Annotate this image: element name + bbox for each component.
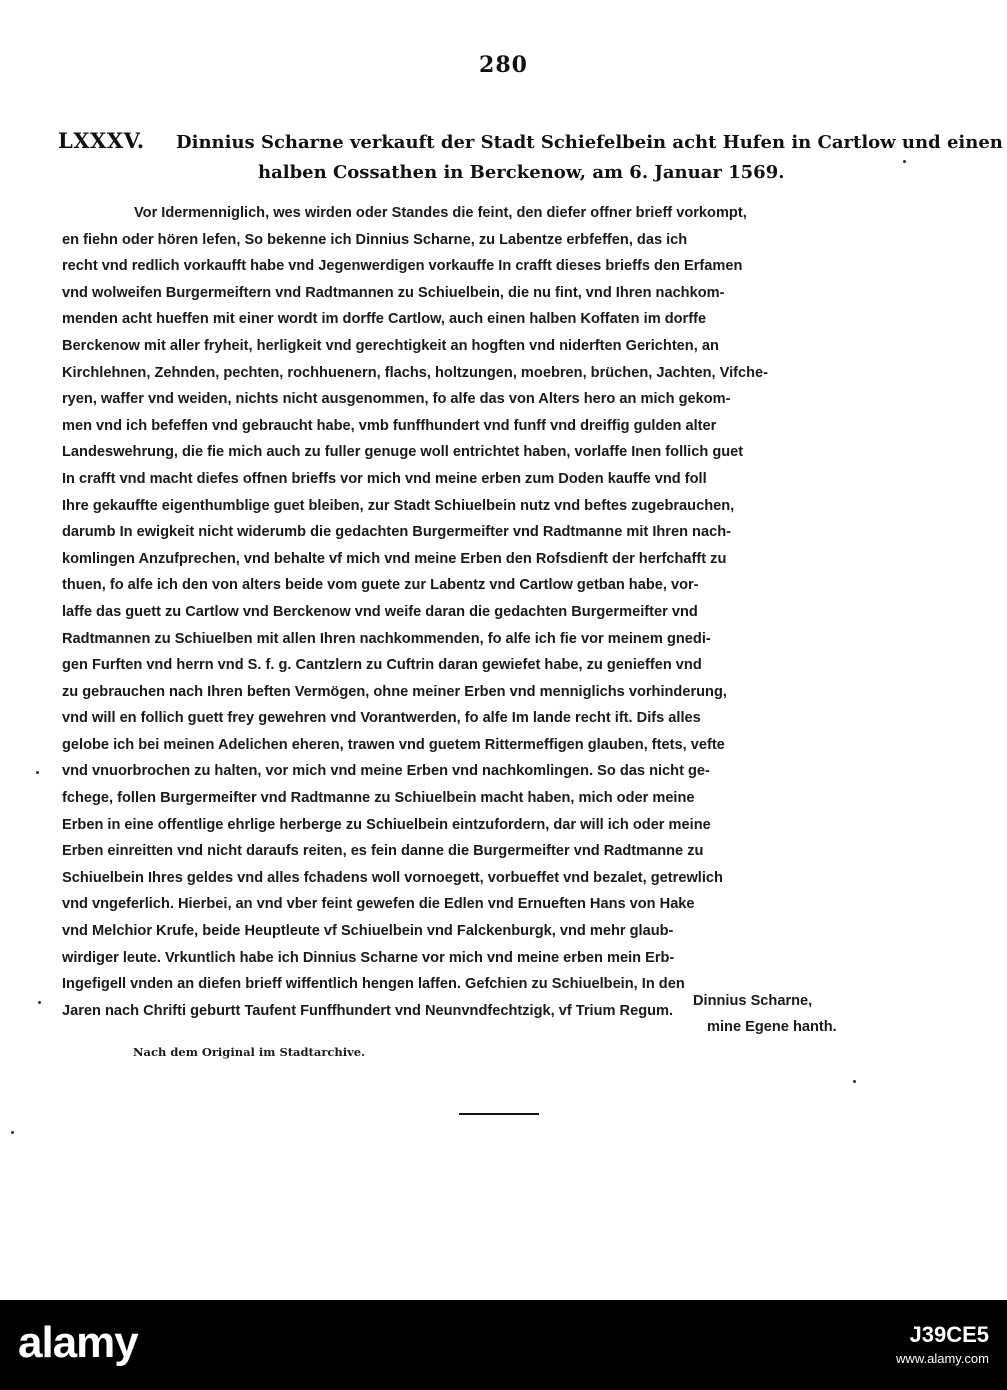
body-line: Radtmannen zu Schiuelben mit allen Ihren nachkommenden, fo alfe ich fie vor meinem gnedi-: [62, 630, 711, 647]
document-number: LXXXV.: [58, 128, 145, 153]
body-line: ryen, waffer vnd weiden, nichts nicht ausgenommen, fo alfe das von Alters hero an mich gekom-: [62, 391, 731, 408]
document-body: [62, 200, 962, 1024]
body-line: thuen, fo alfe ich den von alters beide vom guete zur Labentz vnd Cartlow getban habe, vor-: [62, 577, 699, 594]
body-line: vnd wolweifen Burgermeiftern vnd Radtmannen zu Schiuelbein, die nu fint, vnd Ihren nachkom-: [62, 284, 725, 301]
title-line: halben Cossathen in Berckenow, am 6. Januar 1569.: [258, 162, 785, 183]
signature-note: mine Egene hanth.: [707, 1019, 837, 1035]
body-line: gelobe ich bei meinen Adelichen eheren, trawen vnd guetem Rittermeffigen glauben, ftets, vefte: [62, 736, 725, 753]
stock-image-id: J39CE5: [909, 1322, 989, 1347]
signature-name: Dinnius Scharne,: [693, 993, 813, 1009]
body-line: vnd vnuorbrochen zu halten, vor mich vnd meine Erben vnd nachkomlingen. So das nicht ge-: [62, 763, 710, 780]
body-line: laffe das guett zu Cartlow vnd Berckenow vnd weife daran die gedachten Burgermeifter vnd: [62, 603, 698, 620]
body-line: Vor Idermenniglich, wes wirden oder Standes die feint, den diefer offner brieff vorkompt,: [134, 205, 747, 221]
scan-speck: [853, 1080, 856, 1083]
body-line: Jaren nach Chrifti geburtt Taufent Funffhundert vnd Neunvndfechtzigk, vf Trium Regum.: [62, 1002, 674, 1019]
body-line: vnd will en follich guett frey gewehren vnd Vorantwerden, fo alfe Im lande recht ift. Difs alles: [62, 710, 701, 727]
body-line: In crafft vnd macht diefes offnen brieffs vor mich vnd meine erben zum Doden kauffe vnd foll: [62, 470, 707, 487]
body-line: Berckenow mit aller fryheit, herligkeit vnd gerechtigkeit an hogften vnd niderften Gerichten, an: [62, 337, 719, 354]
body-line: en fiehn oder hören lefen, So bekenne ich Dinnius Scharne, zu Labentze erbfeffen, das ich: [62, 231, 688, 248]
document-header: [58, 128, 1003, 188]
body-line: wirdiger leute. Vrkuntlich habe ich Dinnius Scharne vor mich vnd meine erben mein Erb-: [62, 949, 675, 966]
body-line: komlingen Anzufprechen, vnd behalte vf mich vnd meine Erben den Rofsdienft der herfchafft zu: [62, 550, 727, 567]
end-divider: [459, 1113, 539, 1115]
body-line: menden acht hueffen mit einer wordt im dorffe Cartlow, auch einen halben Koffaten im dorffe: [62, 311, 707, 328]
scan-speck: [11, 1131, 14, 1134]
body-line: vnd Melchior Krufe, beide Heuptleute vf Schiuelbein vnd Falckenburgk, vnd mehr glaub-: [62, 923, 674, 940]
body-line: fchege, follen Burgermeifter vnd Radtmanne zu Schiuelbein macht haben, mich oder meine: [62, 790, 695, 807]
body-line: Schiuelbein Ihres geldes vnd alles fchadens woll vornoegett, vorbueffet vnd bezalet, getrewlich: [62, 869, 723, 886]
scan-speck: [36, 771, 39, 774]
body-line: darumb In ewigkeit nicht widerumb die gedachten Burgermeifter vnd Radtmanne mit Ihren nach-: [62, 524, 731, 541]
body-line: zu gebrauchen nach Ihren beften Vermögen, ohne meiner Erben vnd menniglichs vorhinderung,: [62, 683, 727, 700]
body-line: vnd vngeferlich. Hierbei, an vnd vber feint gewefen die Edlen vnd Ernueften Hans von Hake: [62, 896, 695, 913]
document-title: [176, 128, 1003, 188]
body-line: Erben einreitten vnd nicht daraufs reiten, es fein danne die Burgermeifter vnd Radtmanne zu: [62, 843, 704, 860]
stock-info: [896, 1322, 989, 1370]
scan-speck: [38, 1001, 41, 1004]
body-line: men vnd ich befeffen vnd gebraucht habe, vmb funffhundert vnd funff vnd dreiffig gulden alter: [62, 417, 717, 434]
body-line: gen Furften vnd herrn vnd S. f. g. Cantzlern zu Cuftrin daran gewiefet habe, zu genieffen vnd: [62, 657, 702, 674]
body-line: Ingefigell vnden an diefen brieff wiffentlich hengen laffen. Gefchien zu Schiuelbein, In den: [62, 976, 685, 993]
stock-url: www.alamy.com: [896, 1351, 989, 1366]
stock-footer-bar: [0, 1300, 1007, 1390]
body-line: Ihre gekauffte eigenthumblige guet bleiben, zur Stadt Schiuelbein nutz vnd beftes zugebrauchen,: [62, 497, 735, 514]
body-line: Kirchlehnen, Zehnden, pechten, rochhuenern, flachs, holtzungen, moebren, brüchen, Jachten, Vifche-: [62, 364, 769, 381]
signature-block: [693, 988, 837, 1040]
body-line: Landeswehrung, die fie mich auch zu fuller genuge woll entrichtet haben, vorlaffe Inen follich guet: [62, 444, 744, 461]
title-line: Dinnius Scharne verkauft der Stadt Schiefelbein acht Hufen in Cartlow und einen: [176, 132, 1003, 153]
source-note: Nach dem Original im Stadtarchive.: [133, 1045, 366, 1059]
page-number: 280: [479, 52, 528, 78]
body-line: Erben in eine offentlige ehrlige herberge zu Schiuelbein eintzufordern, dar will ich oder meine: [62, 816, 711, 833]
body-line: recht vnd redlich vorkaufft habe vnd Jegenwerdigen vorkauffe In crafft dieses brieffs den Erfamen: [62, 258, 743, 275]
scan-speck: [903, 160, 906, 163]
alamy-logo: alamy: [18, 1318, 138, 1367]
